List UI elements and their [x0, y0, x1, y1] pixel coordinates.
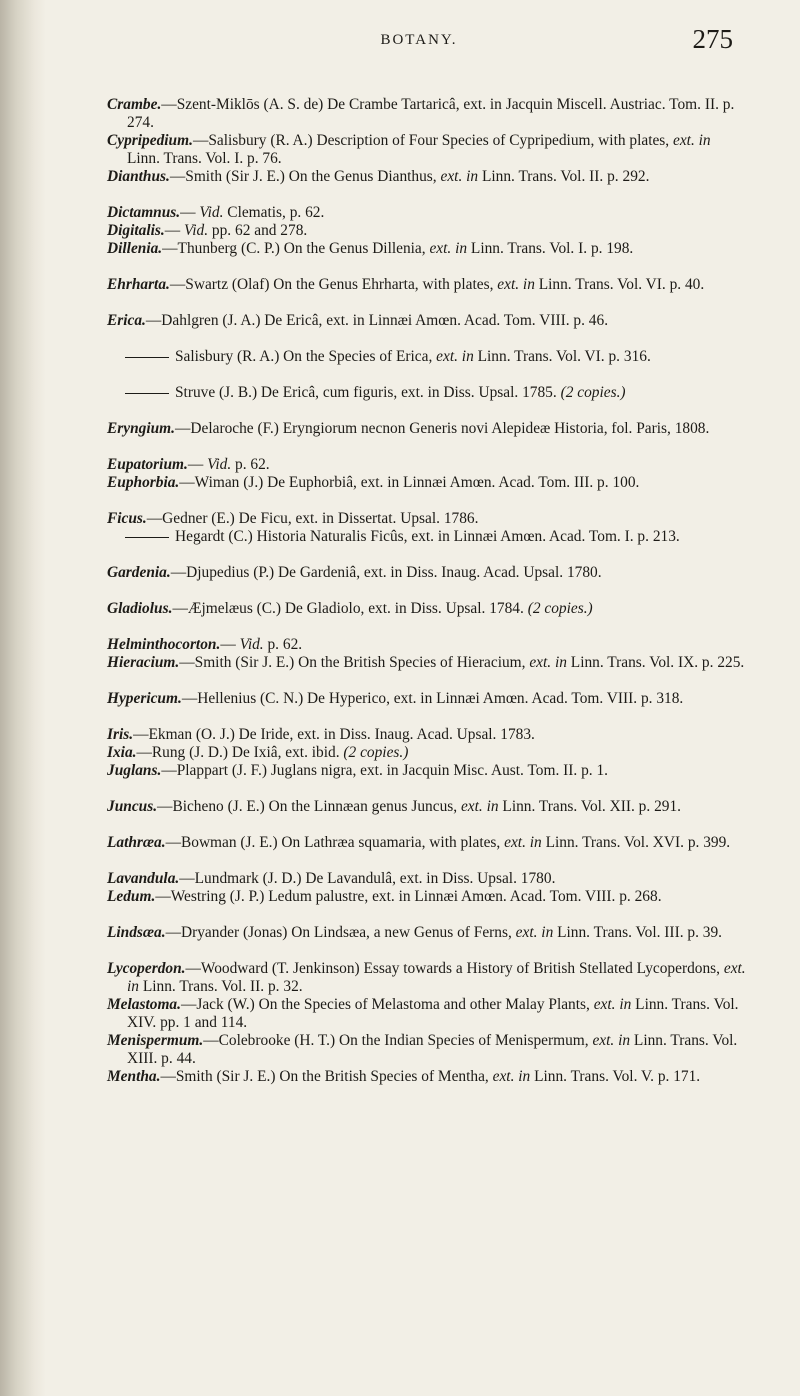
entry-citation: —: [187, 456, 208, 473]
bibliography-entry: [107, 834, 747, 870]
bibliography-entry: [107, 924, 747, 960]
bibliography-entry: [107, 168, 747, 204]
entry-citation: —Wiman (J.) De Euphorbiâ, ext. in Linnæi Amœn. Acad. Tom. III. p. 100.: [179, 474, 640, 491]
bibliography-entry: [107, 744, 747, 762]
entry-citation-tail: p. 62.: [231, 456, 270, 473]
entry-copies-note: (2 copies.): [343, 744, 409, 761]
bibliography-entry: [107, 420, 747, 456]
entry-citation-tail: Clematis, p. 62.: [223, 204, 325, 221]
bibliography-entry: [107, 996, 747, 1032]
entry-citation-italic: ext. in: [504, 834, 542, 851]
entry-citation-tail: Linn. Trans. Vol. I. p. 76.: [127, 149, 282, 167]
bibliography-entry: [107, 960, 747, 996]
bibliography-entry: [107, 654, 747, 690]
entry-genus: Juglans.: [107, 762, 162, 779]
entry-citation-italic: ext. in: [492, 1068, 531, 1085]
entry-citation-tail: p. 62.: [263, 636, 303, 653]
entry-citation: —Woodward (T. Jenkinson) Essay towards a History of British Stellated Lycoperdons,: [185, 960, 724, 977]
entry-citation: —Szent-Miklōs (A. S. de) De Crambe Tartaricâ, ext. in Jacquin Miscell. Austriac. Tom. II. p. 274.: [127, 96, 735, 131]
entry-citation-tail: Linn. Trans. Vol. IX. p. 225.: [566, 654, 745, 671]
entry-citation: —Lundmark (J. D.) De Lavandulâ, ext. in Diss. Upsal. 1780.: [179, 870, 556, 887]
entry-genus: Juncus.: [107, 798, 158, 815]
entry-copies-note: (2 copies.): [560, 384, 626, 401]
entry-citation-italic: Vid.: [183, 222, 209, 239]
entry-genus: Dictamnus.: [107, 204, 181, 221]
entry-citation: —Westring (J. P.) Ledum palustre, ext. in Linnæi Amœn. Acad. Tom. VIII. p. 268.: [155, 888, 662, 905]
entry-citation-tail: Linn. Trans. Vol. V. p. 171.: [530, 1068, 701, 1085]
bibliography-entry: [107, 600, 747, 636]
bibliography-entry: [107, 222, 747, 240]
entry-citation: Struve (J. B.) De Ericâ, cum figuris, ext. in Diss. Upsal. 1785.: [175, 384, 557, 401]
bibliography-entry: [107, 564, 747, 600]
bibliography-entry: [107, 798, 747, 834]
entry-genus: Ficus.: [107, 510, 147, 527]
entry-citation-italic: ext. in: [127, 960, 746, 995]
entry-citation-italic: ext. in: [515, 924, 554, 941]
entry-genus: Eryngium.: [107, 420, 175, 437]
entry-citation: —Bicheno (J. E.) On the Linnæan genus Juncus,: [157, 798, 461, 815]
bibliography-entry: [107, 312, 747, 348]
entry-genus: Mentha.: [107, 1068, 161, 1085]
entry-citation: —: [164, 222, 184, 239]
bibliography-entry: [107, 132, 747, 168]
entry-citation-tail: Linn. Trans. Vol. VI. p. 40.: [534, 276, 705, 293]
entry-citation-italic: ext. in: [440, 168, 479, 185]
entry-citation: —: [180, 204, 200, 221]
entry-genus: Dillenia.: [107, 240, 163, 257]
entry-genus: Hypericum.: [107, 690, 182, 707]
entry-citation-italic: ext. in: [673, 132, 711, 149]
entry-citation: —Colebrooke (H. T.) On the Indian Species of Menispermum,: [203, 1032, 593, 1049]
entry-citation-italic: ext. in: [460, 798, 499, 815]
entry-genus: Ixia.: [107, 744, 137, 761]
entry-citation-tail: Linn. Trans. Vol. II. p. 32.: [138, 977, 303, 995]
entry-citation: —Salisbury (R. A.) Description of Four Species of Cypripedium, with plates,: [192, 132, 673, 149]
entry-citation: Salisbury (R. A.) On the Species of Erica,: [175, 348, 437, 365]
entry-citation: —Dryander (Jonas) On Lindsæa, a new Genus of Ferns,: [165, 924, 516, 941]
page-header: [105, 24, 733, 64]
entry-citation: —: [220, 636, 240, 653]
entry-citation-tail: Linn. Trans. Vol. III. p. 39.: [553, 924, 723, 941]
entry-citation-italic: ext. in: [436, 348, 474, 365]
entry-genus: Melastoma.: [107, 996, 181, 1013]
bibliography-entry: [107, 348, 747, 384]
entry-genus: Crambe.: [107, 96, 162, 113]
entry-citation-tail: pp. 62 and 278.: [208, 222, 308, 239]
bibliography-list: [107, 96, 747, 1104]
bibliography-entry: [107, 96, 747, 132]
bibliography-entry: [107, 528, 747, 564]
entry-citation: —Delaroche (F.) Eryngiorum necnon Generis novi Alepideæ Historia, fol. Paris, 1808.: [175, 420, 710, 437]
bibliography-entry: [107, 474, 747, 510]
bibliography-entry: [107, 888, 747, 924]
entry-citation-italic: ext. in: [529, 654, 567, 671]
entry-genus: Cypripedium.: [107, 132, 193, 149]
page-number: 275: [692, 24, 733, 54]
entry-citation-tail: Linn. Trans. Vol. II. p. 292.: [478, 168, 650, 185]
entry-citation-italic: Vid.: [239, 636, 264, 653]
ditto-dash: [125, 537, 169, 538]
entry-genus: Eupatorium.: [107, 456, 188, 473]
entry-citation: —Smith (Sir J. E.) On the British Species of Hieracium,: [179, 654, 530, 671]
entry-genus: Iris.: [107, 726, 134, 743]
entry-genus: Digitalis.: [107, 222, 165, 239]
entry-citation: —Djupedius (P.) De Gardeniâ, ext. in Diss. Inaug. Acad. Upsal. 1780.: [170, 564, 602, 581]
bibliography-entry: [107, 636, 747, 654]
entry-citation: —Swartz (Olaf) On the Genus Ehrharta, with plates,: [169, 276, 498, 293]
entry-citation: —Gedner (E.) De Ficu, ext. in Dissertat. Upsal. 1786.: [146, 510, 479, 527]
entry-citation-tail: Linn. Trans. Vol. VI. p. 316.: [473, 348, 651, 365]
binding-gutter: [0, 0, 46, 1396]
bibliography-entry: [107, 690, 747, 726]
entry-genus: Hieracium.: [107, 654, 180, 671]
running-head: BOTANY.: [380, 32, 458, 48]
entry-citation: Hegardt (C.) Historia Naturalis Ficûs, ext. in Linnæi Amœn. Acad. Tom. I. p. 213.: [175, 528, 680, 545]
entry-citation: —Ekman (O. J.) De Iride, ext. in Diss. Inaug. Acad. Upsal. 1783.: [133, 726, 535, 743]
entry-citation-tail: Linn. Trans. Vol. XII. p. 291.: [498, 798, 682, 815]
entry-citation: —Hellenius (C. N.) De Hyperico, ext. in Linnæi Amœn. Acad. Tom. VIII. p. 318.: [181, 690, 684, 707]
entry-citation: —Smith (Sir J. E.) On the Genus Dianthus,: [169, 168, 441, 185]
bibliography-entry: [107, 240, 747, 276]
entry-citation: —Æjmelæus (C.) De Gladiolo, ext. in Diss. Upsal. 1784.: [172, 600, 524, 617]
entry-citation-italic: ext. in: [497, 276, 535, 293]
bibliography-entry: [107, 1068, 747, 1104]
entry-citation: —Thunberg (C. P.) On the Genus Dillenia,: [162, 240, 430, 257]
bibliography-entry: [107, 204, 747, 222]
entry-genus: Menispermum.: [107, 1032, 204, 1049]
entry-genus: Lindsæa.: [107, 924, 166, 941]
bibliography-entry: [107, 726, 747, 744]
entry-citation: —Bowman (J. E.) On Lathræa squamaria, with plates,: [165, 834, 505, 851]
bibliography-entry: [107, 870, 747, 888]
entry-citation-tail: Linn. Trans. Vol. I. p. 198.: [467, 240, 634, 257]
entry-genus: Gardenia.: [107, 564, 171, 581]
entry-copies-note: (2 copies.): [527, 600, 593, 617]
entry-citation-italic: ext. in: [592, 1032, 631, 1049]
entry-citation-italic: ext. in: [429, 240, 468, 257]
entry-genus: Lycoperdon.: [107, 960, 186, 977]
bibliography-entry: [107, 762, 747, 798]
ditto-dash: [125, 357, 169, 358]
entry-genus: Lathræa.: [107, 834, 166, 851]
ditto-dash: [125, 393, 169, 394]
entry-citation-tail: Linn. Trans. Vol. XIV. pp. 1 and 114.: [127, 996, 739, 1031]
entry-citation-italic: ext. in: [593, 996, 632, 1013]
entry-citation: —Plappart (J. F.) Juglans nigra, ext. in Jacquin Misc. Aust. Tom. II. p. 1.: [161, 762, 609, 779]
entry-citation-italic: Vid.: [199, 204, 224, 221]
entry-citation-tail: Linn. Trans. Vol. XIII. p. 44.: [127, 1032, 738, 1067]
bibliography-entry: [107, 510, 747, 528]
bibliography-entry: [107, 456, 747, 474]
entry-genus: Erica.: [107, 312, 146, 329]
entry-genus: Helminthocorton.: [107, 636, 221, 653]
entry-genus: Euphorbia.: [107, 474, 180, 491]
entry-genus: Lavandula.: [107, 870, 180, 887]
entry-citation: —Smith (Sir J. E.) On the British Species of Mentha,: [160, 1068, 493, 1085]
entry-citation-tail: Linn. Trans. Vol. XVI. p. 399.: [541, 834, 731, 851]
entry-genus: Ehrharta.: [107, 276, 170, 293]
bibliography-entry: [107, 276, 747, 312]
entry-genus: Ledum.: [107, 888, 156, 905]
entry-citation: —Rung (J. D.) De Ixiâ, ext. ibid.: [136, 744, 340, 761]
entry-citation: —Dahlgren (J. A.) De Ericâ, ext. in Linnæi Amœn. Acad. Tom. VIII. p. 46.: [145, 312, 609, 329]
entry-genus: Dianthus.: [107, 168, 170, 185]
entry-citation-italic: Vid.: [207, 456, 232, 473]
entry-genus: Gladiolus.: [107, 600, 173, 617]
bibliography-entry: [107, 384, 747, 420]
bibliography-entry: [107, 1032, 747, 1068]
entry-citation: —Jack (W.) On the Species of Melastoma and other Malay Plants,: [180, 996, 594, 1013]
